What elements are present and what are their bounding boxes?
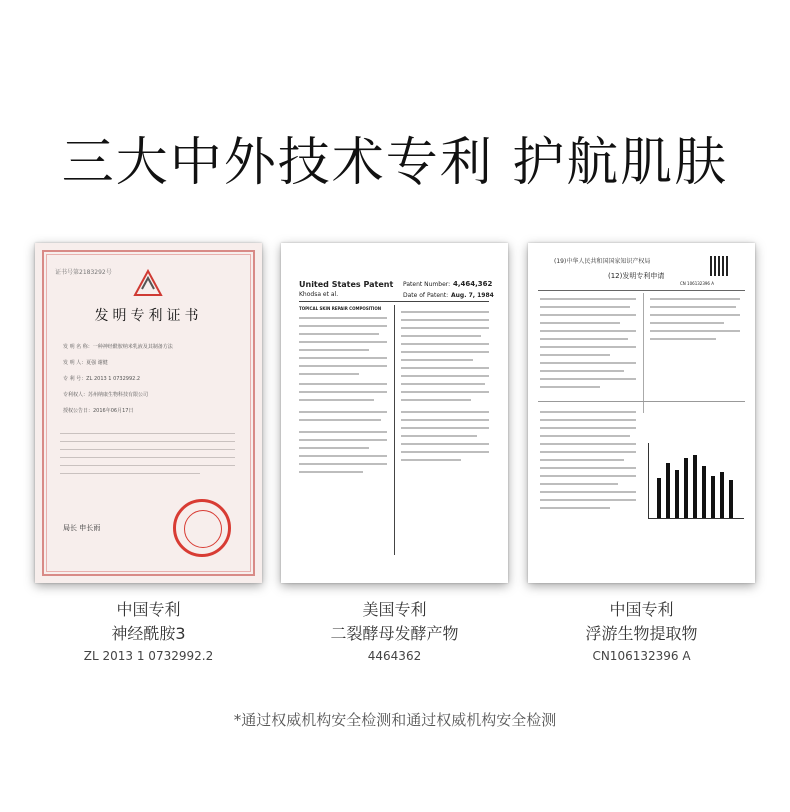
patent-office-logo-icon	[131, 269, 165, 297]
certificate-title: 发明专利证书	[94, 308, 203, 324]
us-patent-date: Aug. 7, 1984	[451, 292, 494, 299]
caption-type: 中国专利	[609, 600, 674, 619]
china-patent-certificate-image	[35, 243, 262, 583]
cn-patent-application-title: (12)发明专利申请	[608, 272, 665, 280]
cn-patent-office-header: (19)中华人民共和国国家知识产权局	[554, 258, 651, 265]
qr-code-icon	[710, 256, 730, 276]
us-patent-number-label: Patent Number:	[403, 281, 451, 288]
caption-ingredient: 浮游生物提取物	[585, 624, 698, 643]
us-patent-title: United States Patent	[299, 280, 394, 289]
caption-type: 中国专利	[116, 600, 181, 619]
us-patent-author: Khodsa et al.	[299, 291, 339, 298]
caption-ingredient: 神经酰胺3	[111, 624, 186, 643]
caption-type: 美国专利	[362, 600, 427, 619]
certificate-field: 发 明 人：夏强 谢健	[63, 360, 108, 366]
certificate-field: 发 明 名 称：一种神经酰胺纳米乳液及其制备方法	[63, 344, 173, 350]
caption-patent-number: 4464362	[367, 649, 422, 663]
cn-patent-number: CN 106132396 A	[680, 281, 714, 286]
caption-ingredient: 二裂酵母发酵产物	[330, 624, 459, 643]
caption-china-patent-1	[35, 598, 262, 666]
caption-china-patent-2	[528, 598, 755, 666]
page-headline: 三大中外技术专利 护航肌肤	[61, 133, 729, 193]
caption-us-patent	[281, 598, 508, 666]
us-patent-number: 4,464,362	[453, 280, 493, 288]
signature-label: 局长 申长雨	[63, 524, 101, 532]
caption-patent-number: CN106132396 A	[592, 649, 691, 663]
us-patent-date-label: Date of Patent:	[403, 292, 449, 299]
certificate-field: 专利权人：苏州纳康生物科技有限公司	[63, 392, 149, 398]
china-patent-application-image	[528, 243, 755, 583]
caption-patent-number: ZL 2013 1 0732992.2	[83, 649, 214, 663]
certificate-number: 证书号第2183292号	[55, 269, 112, 276]
footnote: *通过权威机构安全检测和通过权威机构安全检测	[233, 711, 557, 729]
us-patent-section: TOPICAL SKIN REPAIR COMPOSITION	[299, 306, 382, 311]
certificate-field: 授权公告日：2016年06月17日	[63, 408, 134, 414]
us-patent-document-image	[281, 243, 508, 583]
cn-patent-figure	[648, 443, 744, 519]
official-seal-icon	[173, 499, 231, 557]
certificate-field: 专 利 号：ZL 2013 1 0732992.2	[63, 376, 141, 382]
